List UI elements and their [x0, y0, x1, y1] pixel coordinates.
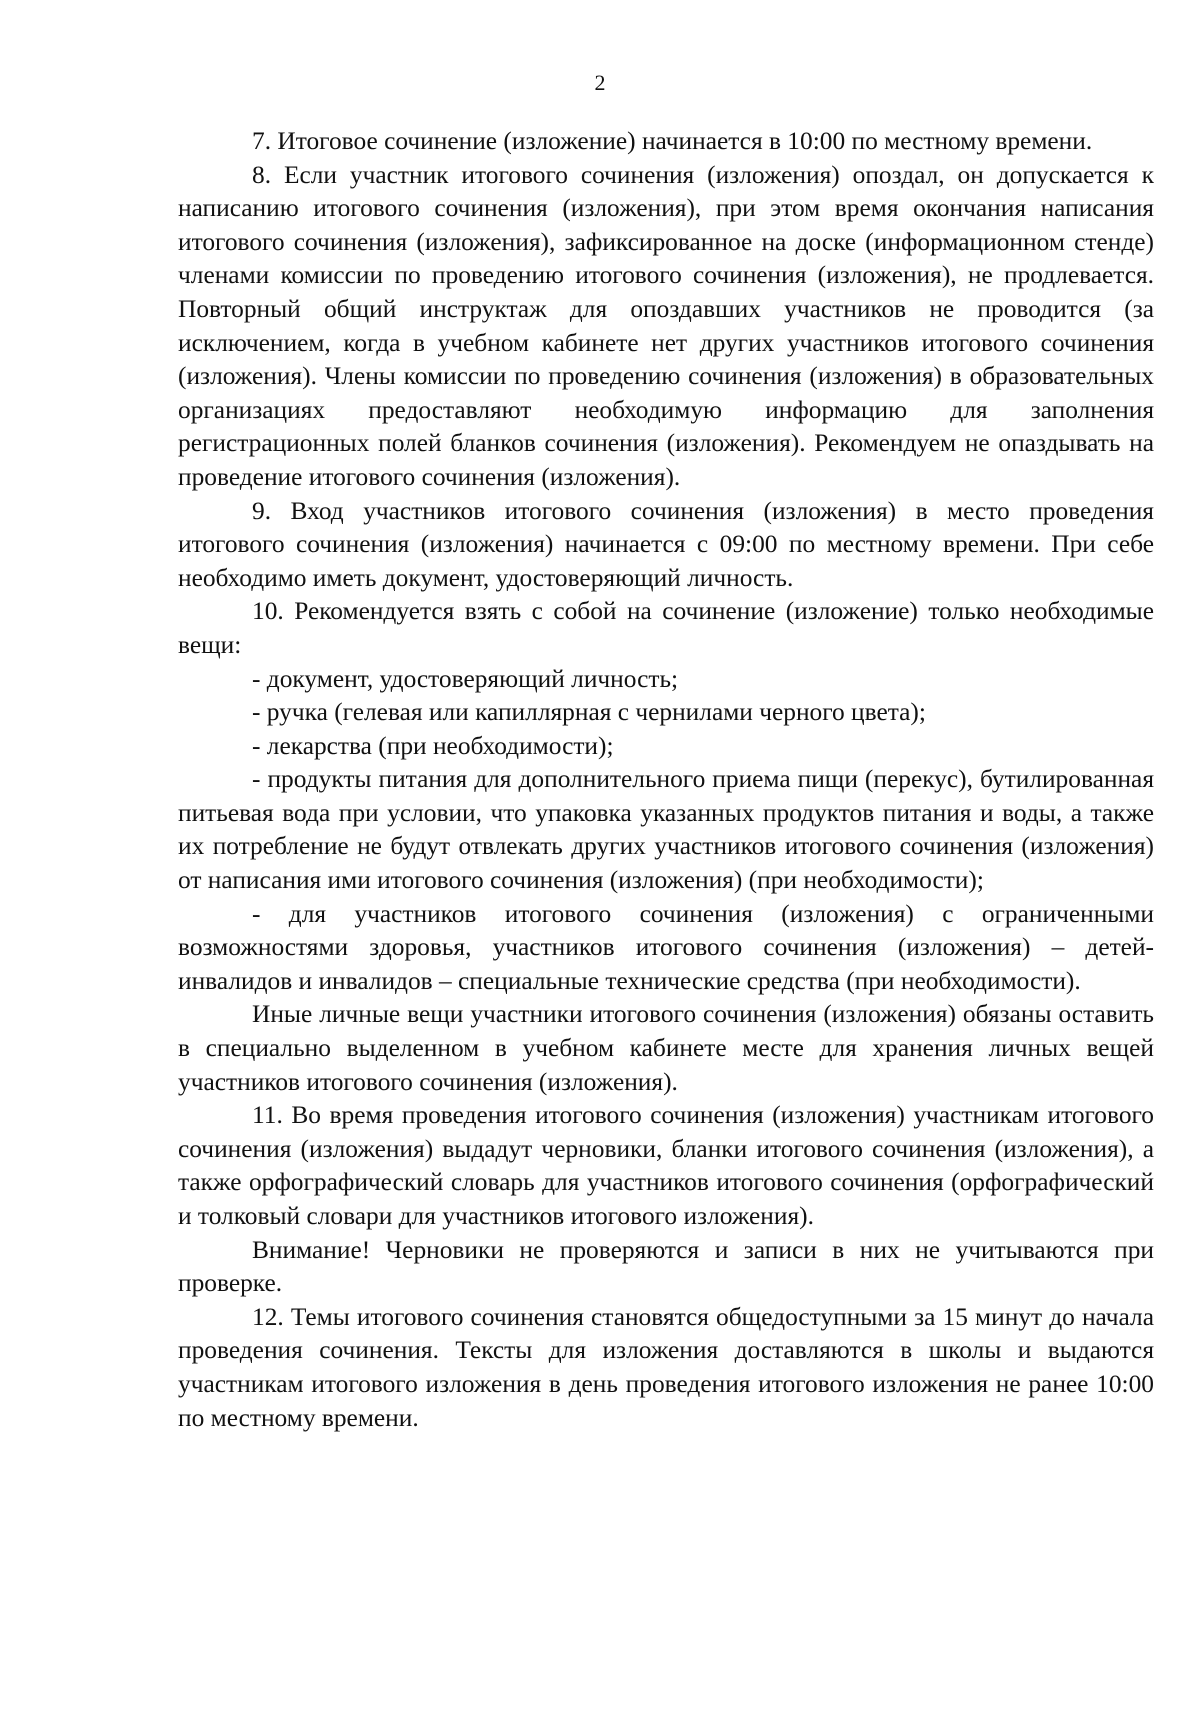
- page-number: 2: [594, 70, 606, 95]
- paragraph-item-11: 11. Во время проведения итогового сочинения (изложения) участникам итогового сочинения (изложения) выдадут черновики, бланки итогового сочинения (изложения), а также орфографический словарь для участников итогового сочинения (орфографический и толковый словари для участников итогового изложения).: [178, 1101, 1154, 1230]
- paragraph-item-12: 12. Темы итогового сочинения становятся общедоступными за 15 минут до начала проведения сочинения. Тексты для изложения доставляются в школы и выдаются участникам итогового изложения в день проведения итогового изложения не ранее 10:00 по местному времени.: [178, 1302, 1154, 1432]
- paragraph-item-8: 8. Если участник итогового сочинения (изложения) опоздал, он допускается к написанию итогового сочинения (изложения), при этом время окончания написания итогового сочинения (изложения), зафиксированное на доске (информационном стенде) членами комиссии по проведению итогового сочинения (изложения), не продлевается. Повторный общий инструктаж для опоздавших участников не проводится (за исключением, когда в учебном кабинете нет других участников итогового сочинения (изложения). Члены комиссии по проведению сочинения (изложения) в образовательных организациях предоставляют необходимую информацию для заполнения регистрационных полей бланков сочинения (изложения). Рекомендуем не опаздывать на проведение итогового сочинения (изложения).: [178, 160, 1154, 491]
- paragraph-personal-items: Иные личные вещи участники итогового сочинения (изложения) обязаны оставить в специально выделенном в учебном кабинете месте для хранения личных вещей участников итогового сочинения (изложения).: [178, 1000, 1154, 1096]
- paragraph-item-7: 7. Итоговое сочинение (изложение) начинается в 10:00 по местному времени.: [252, 127, 1093, 155]
- list-item-pen: - ручка (гелевая или капиллярная с чернилами черного цвета);: [252, 698, 926, 727]
- paragraph-item-9: 9. Вход участников итогового сочинения (изложения) в место проведения итогового сочинения (изложения) начинается с 09:00 по местному времени. При себе необходимо иметь документ, удостоверяющий личность.: [178, 496, 1154, 592]
- paragraph-item-10: 10. Рекомендуется взять с собой на сочинение (изложение) только необходимые вещи:: [178, 597, 1154, 659]
- list-item-technical-means: - для участников итогового сочинения (изложения) с ограниченными возможностями здоровья, участников итогового сочинения (изложения) – детей-инвалидов и инвалидов – специальные технические средства (при необходимости).: [178, 899, 1154, 995]
- list-item-medicine: - лекарства (при необходимости);: [252, 731, 614, 760]
- list-item-food: - продукты питания для дополнительного приема пищи (перекус), бутилированная питьевая вода при условии, что упаковка указанных продуктов питания и воды, а также их потребление не будут отвлекать других участников итогового сочинения (изложения) от написания ими итогового сочинения (изложения) (при необходимости);: [178, 765, 1154, 895]
- document-body: [178, 125, 1154, 1435]
- list-item-document: - документ, удостоверяющий личность;: [252, 664, 679, 693]
- paragraph-attention: Внимание! Черновики не проверяются и записи в них не учитываются при проверке.: [178, 1235, 1154, 1298]
